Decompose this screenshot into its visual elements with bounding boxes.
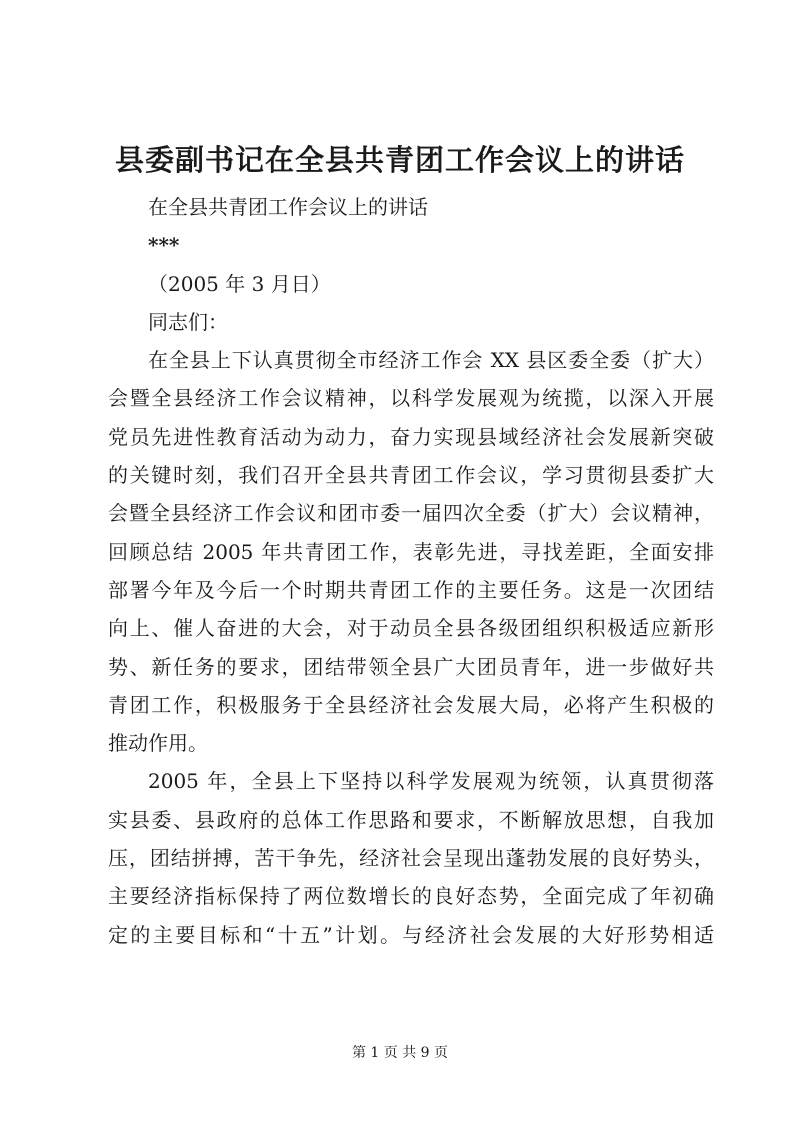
page-footer: 第 1 页 共 9 页 bbox=[351, 1045, 449, 1061]
speech-date: （2005 年 3 月日） bbox=[148, 271, 331, 296]
paragraph-line: 青团工作，积极服务于全县经济社会发展大局，必将产生积极的 bbox=[108, 692, 714, 717]
document-title: 县委副书记在全县共青团工作会议上的讲话 bbox=[114, 143, 685, 177]
salutation: 同志们： bbox=[148, 309, 228, 334]
paragraph-line: 的关键时刻，我们召开全县共青团工作会议，学习贯彻县委扩大 bbox=[108, 463, 714, 488]
paragraph-line: 会暨全县经济工作会议精神，以科学发展观为统揽，以深入开展 bbox=[108, 386, 714, 411]
paragraph-line: 党员先进性教育活动为动力，奋力实现县域经济社会发展新突破 bbox=[108, 424, 714, 449]
paragraph-1 bbox=[108, 341, 714, 762]
paragraph-line: 实县委、县政府的总体工作思路和要求，不断解放思想，自我加 bbox=[108, 807, 714, 832]
paragraph-line: 在全县上下认真贯彻全市经济工作会 XX 县区委全委（扩大） bbox=[148, 348, 714, 373]
document-body bbox=[108, 188, 714, 954]
paragraph-2 bbox=[108, 762, 714, 953]
paragraph-line: 回顾总结 2005 年共青团工作，表彰先进，寻找差距，全面安排 bbox=[108, 539, 714, 564]
paragraph-line: 主要经济指标保持了两位数增长的良好态势，全面完成了年初确 bbox=[108, 884, 714, 909]
paragraph-line: 会暨全县经济工作会议和团市委一届四次全委（扩大）会议精神， bbox=[108, 501, 714, 526]
paragraph-line: 推动作用。 bbox=[108, 731, 208, 756]
paragraph-line: 势、新任务的要求，团结带领全县广大团员青年，进一步做好共 bbox=[108, 654, 714, 679]
document-subtitle: 在全县共青团工作会议上的讲话 bbox=[148, 195, 428, 219]
paragraph-line: 部署今年及今后一个时期共青团工作的主要任务。这是一次团结 bbox=[108, 577, 714, 602]
paragraph-line: 压，团结拼搏，苦干争先，经济社会呈现出蓬勃发展的良好势头， bbox=[108, 846, 714, 871]
speaker-name: *** bbox=[148, 233, 180, 258]
paragraph-line: 向上、催人奋进的大会，对于动员全县各级团组织积极适应新形 bbox=[108, 616, 714, 641]
paragraph-line: 2005 年，全县上下坚持以科学发展观为统领，认真贯彻落 bbox=[148, 769, 714, 794]
paragraph-line: 定的主要目标和“十五”计划。与经济社会发展的大好形势相适 bbox=[108, 922, 714, 947]
